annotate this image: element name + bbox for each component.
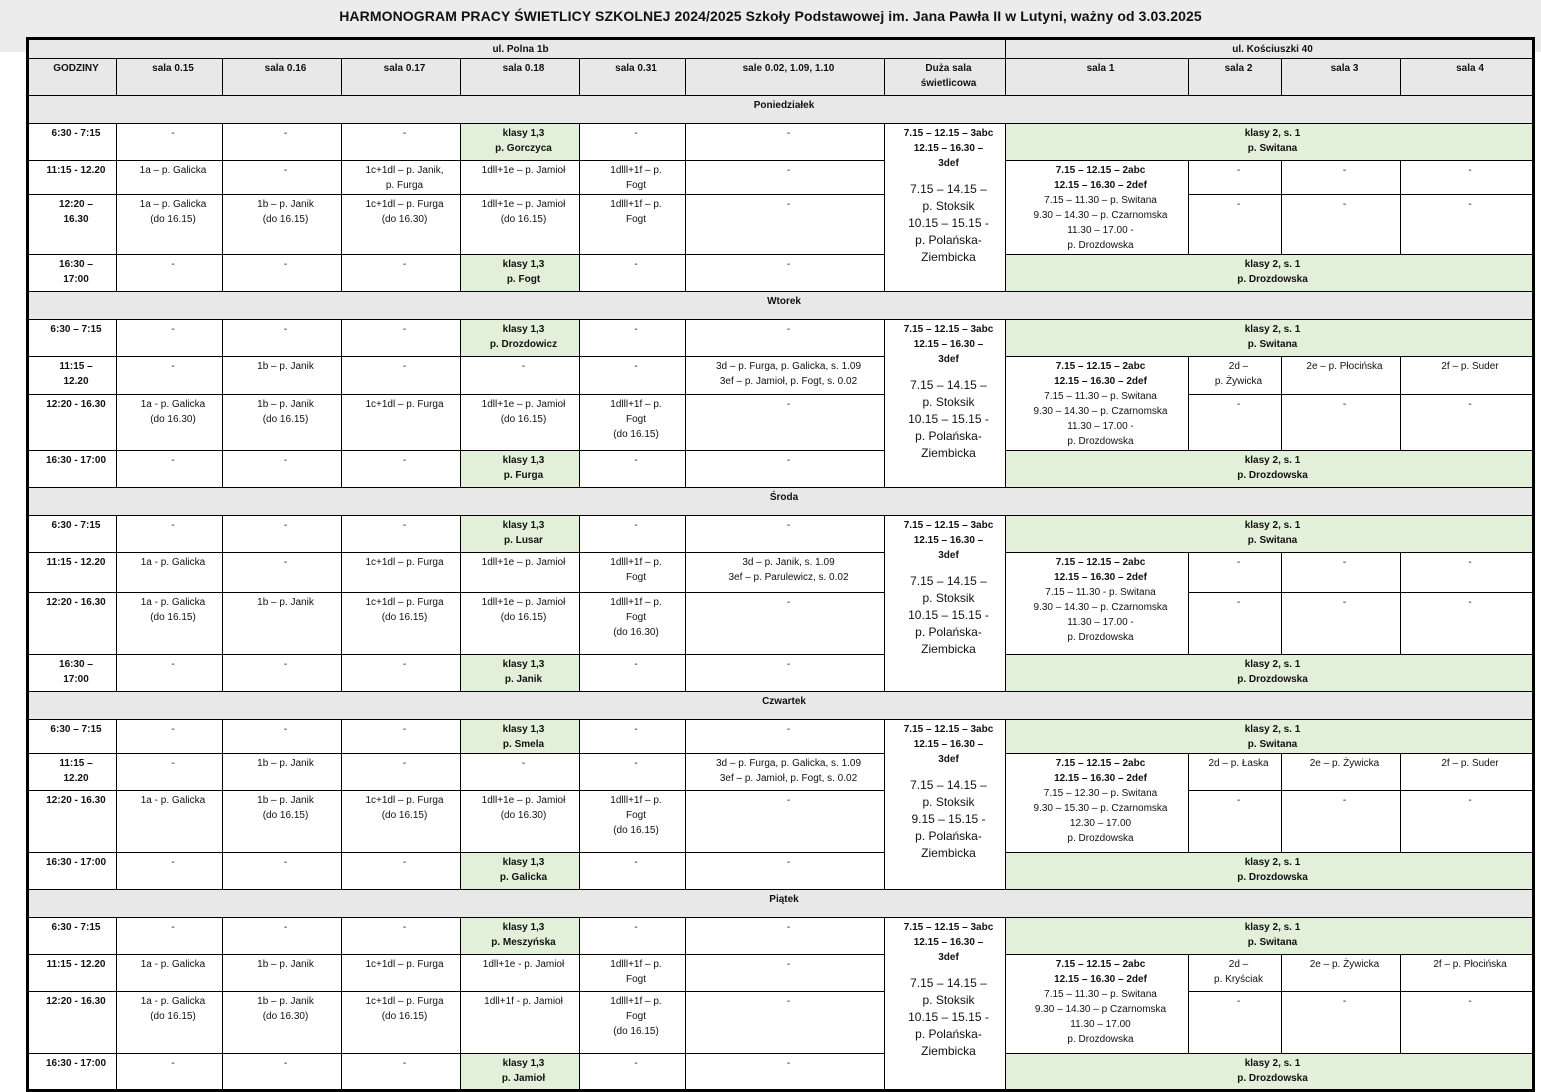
location-polna: ul. Polna 1b bbox=[28, 39, 1006, 59]
cell-sala-2: - bbox=[1189, 791, 1282, 853]
time-cell: 6:30 - 7:15 bbox=[28, 516, 117, 553]
duza-sala-classes: 7.15 – 12.15 – 3abc 12.15 – 16.30 – 3def bbox=[903, 128, 994, 169]
cell-sala-4: 2f – p. Suder bbox=[1401, 754, 1534, 791]
cell-sala-015: 1a - p. Galicka (do 16.30) bbox=[117, 395, 223, 451]
cell-sala-017: - bbox=[342, 655, 461, 692]
cell-sala-3: - bbox=[1282, 992, 1401, 1054]
cell-sala-015: 1a - p. Galicka (do 16.15) bbox=[117, 992, 223, 1054]
cell-sala-017: - bbox=[342, 124, 461, 161]
cell-sala-015: - bbox=[117, 754, 223, 791]
kosciuszki-morning-cell: klasy 2, s. 1 p. Switana bbox=[1006, 918, 1534, 955]
duza-sala-staff: 7.15 – 14.15 – p. Stoksik 10.15 – 15.15 - p. Polańska- Ziembicka bbox=[908, 378, 989, 460]
table-row bbox=[28, 593, 1534, 655]
sala-1-staff: 7.15 – 11.30 - p. Switana 9.30 – 14.30 – p. Czarnomska 11.30 – 17.00 - p. Drozdowska bbox=[1033, 587, 1168, 643]
cell-sala-3: 2e – p. Płocińska bbox=[1282, 357, 1401, 395]
table-row bbox=[28, 992, 1534, 1054]
cell-sala-031: - bbox=[580, 516, 686, 553]
cell-sala-017: - bbox=[342, 918, 461, 955]
day-name: Czwartek bbox=[28, 692, 1534, 720]
cell-sala-4: - bbox=[1401, 395, 1534, 451]
cell-sala-031: - bbox=[580, 451, 686, 488]
cell-sala-018: - bbox=[461, 357, 580, 395]
cell-sala-4: - bbox=[1401, 553, 1534, 593]
location-kosciuszki: ul. Kościuszki 40 bbox=[1006, 39, 1534, 59]
sala-1-cell bbox=[1006, 955, 1189, 1054]
cell-sala-018-klasy: klasy 1,3 p. Jamioł bbox=[461, 1054, 580, 1091]
cell-sale-002: 3d – p. Janik, s. 1.09 3ef – p. Parulewicz, s. 0.02 bbox=[686, 553, 885, 593]
col-header-sala-018: sala 0.18 bbox=[461, 59, 580, 96]
day-name: Piątek bbox=[28, 890, 1534, 918]
cell-sale-002: - bbox=[686, 791, 885, 853]
cell-sala-017: - bbox=[342, 853, 461, 890]
sala-1-cell bbox=[1006, 357, 1189, 451]
schedule-table bbox=[26, 37, 1535, 1092]
cell-sala-4: - bbox=[1401, 992, 1534, 1054]
duza-sala-staff: 7.15 – 14.15 – p. Stoksik 9.15 – 15.15 - p. Polańska- Ziembicka bbox=[910, 778, 987, 860]
kosciuszki-morning-cell: klasy 2, s. 1 p. Switana bbox=[1006, 720, 1534, 754]
time-cell: 11:15 – 12.20 bbox=[28, 357, 117, 395]
cell-sala-4: 2f – p. Płocińska bbox=[1401, 955, 1534, 992]
cell-sala-031: - bbox=[580, 655, 686, 692]
cell-sale-002: - bbox=[686, 451, 885, 488]
table-row bbox=[28, 516, 1534, 553]
cell-sala-017: - bbox=[342, 754, 461, 791]
cell-sala-015: 1a - p. Galicka bbox=[117, 791, 223, 853]
kosciuszki-evening-cell: klasy 2, s. 1 p. Drozdowska bbox=[1006, 451, 1534, 488]
cell-sala-016: - bbox=[223, 655, 342, 692]
location-header-row bbox=[28, 39, 1534, 59]
table-row bbox=[28, 853, 1534, 890]
day-header-row bbox=[28, 292, 1534, 320]
cell-sala-018: 1dll+1f - p. Jamioł bbox=[461, 992, 580, 1054]
cell-sale-002: - bbox=[686, 161, 885, 195]
day-header-row bbox=[28, 488, 1534, 516]
cell-sala-016: - bbox=[223, 553, 342, 593]
cell-sala-018: 1dll+1e – p. Jamioł (do 16.15) bbox=[461, 593, 580, 655]
cell-sala-016: - bbox=[223, 320, 342, 357]
time-cell: 6:30 - 7:15 bbox=[28, 124, 117, 161]
cell-sala-017: 1c+1dl – p. Furga (do 16.30) bbox=[342, 195, 461, 255]
cell-sale-002: - bbox=[686, 255, 885, 292]
cell-sala-016: 1b – p. Janik (do 16.30) bbox=[223, 992, 342, 1054]
time-cell: 16:30 - 17:00 bbox=[28, 853, 117, 890]
table-row bbox=[28, 451, 1534, 488]
cell-sala-031: 1dlll+1f – p. Fogt (do 16.30) bbox=[580, 593, 686, 655]
time-cell: 16:30 – 17:00 bbox=[28, 655, 117, 692]
cell-sala-4: - bbox=[1401, 593, 1534, 655]
sala-1-classes: 7.15 – 12.15 – 2abc 12.15 – 16.30 – 2def bbox=[1054, 959, 1147, 985]
cell-sala-4: 2f – p. Suder bbox=[1401, 357, 1534, 395]
kosciuszki-evening-cell: klasy 2, s. 1 p. Drozdowska bbox=[1006, 853, 1534, 890]
cell-sala-2: - bbox=[1189, 195, 1282, 255]
cell-sala-2: 2d – p. Kryściak bbox=[1189, 955, 1282, 992]
cell-sala-015: - bbox=[117, 516, 223, 553]
sala-1-staff: 7.15 – 11.30 – p. Switana 9.30 – 14.30 – p. Czarnomska 11.30 – 17.00 - p. Drozdowska bbox=[1033, 391, 1168, 447]
sala-1-cell bbox=[1006, 161, 1189, 255]
column-header-row bbox=[28, 59, 1534, 96]
cell-sale-002: - bbox=[686, 918, 885, 955]
kosciuszki-morning-cell: klasy 2, s. 1 p. Switana bbox=[1006, 320, 1534, 357]
cell-sale-002: - bbox=[686, 124, 885, 161]
col-header-sala-031: sala 0.31 bbox=[580, 59, 686, 96]
cell-sala-2: - bbox=[1189, 161, 1282, 195]
cell-sala-016: - bbox=[223, 451, 342, 488]
cell-sala-2: 2d – p. Żywicka bbox=[1189, 357, 1282, 395]
cell-sala-016: 1b – p. Janik bbox=[223, 593, 342, 655]
cell-sale-002: 3d – p. Furga, p. Galicka, s. 1.09 3ef – p. Jamioł, p. Fogt, s. 0.02 bbox=[686, 754, 885, 791]
col-header-sala-2: sala 2 bbox=[1189, 59, 1282, 96]
cell-sala-016: - bbox=[223, 720, 342, 754]
cell-sala-018: - bbox=[461, 754, 580, 791]
cell-sala-016: - bbox=[223, 124, 342, 161]
sala-1-cell bbox=[1006, 553, 1189, 655]
cell-sala-015: - bbox=[117, 655, 223, 692]
cell-sala-031: - bbox=[580, 255, 686, 292]
cell-sala-4: - bbox=[1401, 791, 1534, 853]
cell-sala-018-klasy: klasy 1,3 p. Fogt bbox=[461, 255, 580, 292]
cell-sale-002: - bbox=[686, 320, 885, 357]
cell-sala-016: 1b – p. Janik (do 16.15) bbox=[223, 791, 342, 853]
cell-sala-018-klasy: klasy 1,3 p. Galicka bbox=[461, 853, 580, 890]
cell-sale-002: - bbox=[686, 955, 885, 992]
sala-1-staff: 7.15 – 11.30 – p. Switana 9.30 – 14.30 – p. Czarnomska 11.30 – 17.00 - p. Drozdowska bbox=[1033, 195, 1168, 251]
day-name: Środa bbox=[28, 488, 1534, 516]
kosciuszki-evening-cell: klasy 2, s. 1 p. Drozdowska bbox=[1006, 1054, 1534, 1091]
cell-sala-015: 1a - p. Galicka bbox=[117, 955, 223, 992]
cell-sala-017: - bbox=[342, 516, 461, 553]
cell-sala-018-klasy: klasy 1,3 p. Janik bbox=[461, 655, 580, 692]
cell-sala-018-klasy: klasy 1,3 p. Smela bbox=[461, 720, 580, 754]
cell-sala-031: 1dlll+1f – p. Fogt bbox=[580, 955, 686, 992]
cell-sala-031: 1dlll+1f – p. Fogt (do 16.15) bbox=[580, 395, 686, 451]
cell-sala-017: 1c+1dl – p. Furga (do 16.15) bbox=[342, 791, 461, 853]
kosciuszki-morning-cell: klasy 2, s. 1 p. Switana bbox=[1006, 516, 1534, 553]
sala-1-staff: 7.15 – 11.30 – p. Switana 9.30 – 14.30 – p Czarnomska 11.30 – 17.00 p. Drozdowska bbox=[1034, 989, 1167, 1045]
cell-sala-015: 1a – p. Galicka (do 16.15) bbox=[117, 195, 223, 255]
cell-sala-4: - bbox=[1401, 195, 1534, 255]
table-row bbox=[28, 955, 1534, 992]
col-header-sala-4: sala 4 bbox=[1401, 59, 1534, 96]
cell-sala-031: - bbox=[580, 853, 686, 890]
duza-sala-classes: 7.15 – 12.15 – 3abc 12.15 – 16.30 – 3def bbox=[903, 520, 994, 561]
cell-sala-017: 1c+1dl – p. Furga (do 16.15) bbox=[342, 992, 461, 1054]
table-row bbox=[28, 395, 1534, 451]
cell-sala-2: - bbox=[1189, 395, 1282, 451]
cell-sala-031: - bbox=[580, 918, 686, 955]
cell-sala-017: 1c+1dl – p. Furga bbox=[342, 395, 461, 451]
duza-sala-cell bbox=[885, 516, 1006, 692]
col-header-duza-sala: Duża sala świetlicowa bbox=[885, 59, 1006, 96]
cell-sala-3: - bbox=[1282, 161, 1401, 195]
col-header-sala-1: sala 1 bbox=[1006, 59, 1189, 96]
day-header-row bbox=[28, 890, 1534, 918]
cell-sala-015: 1a - p. Galicka bbox=[117, 553, 223, 593]
cell-sala-018: 1dll+1e – p. Jamioł (do 16.15) bbox=[461, 195, 580, 255]
table-row bbox=[28, 553, 1534, 593]
sala-1-classes: 7.15 – 12.15 – 2abc 12.15 – 16.30 – 2def bbox=[1054, 361, 1147, 387]
cell-sale-002: - bbox=[686, 516, 885, 553]
duza-sala-staff: 7.15 – 14.15 – p. Stoksik 10.15 – 15.15 - p. Polańska- Ziembicka bbox=[908, 182, 989, 264]
day-header-row bbox=[28, 96, 1534, 124]
table-row bbox=[28, 255, 1534, 292]
duza-sala-cell bbox=[885, 918, 1006, 1091]
time-cell: 11:15 – 12.20 bbox=[28, 754, 117, 791]
cell-sala-031: 1dlll+1f – p. Fogt bbox=[580, 161, 686, 195]
duza-sala-classes: 7.15 – 12.15 – 3abc 12.15 – 16.30 – 3def bbox=[903, 724, 994, 765]
cell-sale-002: - bbox=[686, 853, 885, 890]
cell-sala-016: 1b – p. Janik (do 16.15) bbox=[223, 195, 342, 255]
cell-sala-2: - bbox=[1189, 992, 1282, 1054]
table-row bbox=[28, 720, 1534, 754]
cell-sala-016: 1b – p. Janik (do 16.15) bbox=[223, 395, 342, 451]
cell-sala-016: - bbox=[223, 1054, 342, 1091]
cell-sala-031: 1dlll+1f – p. Fogt (do 16.15) bbox=[580, 791, 686, 853]
cell-sala-017: - bbox=[342, 320, 461, 357]
cell-sala-031: - bbox=[580, 320, 686, 357]
col-header-sala-3: sala 3 bbox=[1282, 59, 1401, 96]
time-cell: 12:20 - 16.30 bbox=[28, 593, 117, 655]
time-cell: 16:30 - 17:00 bbox=[28, 451, 117, 488]
col-header-sala-017: sala 0.17 bbox=[342, 59, 461, 96]
cell-sala-031: 1dlll+1f – p. Fogt bbox=[580, 553, 686, 593]
cell-sala-015: - bbox=[117, 918, 223, 955]
cell-sala-016: 1b – p. Janik bbox=[223, 955, 342, 992]
cell-sala-031: - bbox=[580, 1054, 686, 1091]
cell-sala-015: - bbox=[117, 451, 223, 488]
cell-sala-018: 1dll+1e - p. Jamioł bbox=[461, 955, 580, 992]
table-row bbox=[28, 124, 1534, 161]
cell-sala-031: - bbox=[580, 720, 686, 754]
cell-sala-3: - bbox=[1282, 791, 1401, 853]
cell-sala-015: - bbox=[117, 720, 223, 754]
cell-sala-018-klasy: klasy 1,3 p. Lusar bbox=[461, 516, 580, 553]
sala-1-cell bbox=[1006, 754, 1189, 853]
cell-sala-018: 1dll+1e – p. Jamioł bbox=[461, 553, 580, 593]
table-row bbox=[28, 161, 1534, 195]
cell-sala-017: 1c+1dl – p. Furga bbox=[342, 553, 461, 593]
col-header-godziny: GODZINY bbox=[28, 59, 117, 96]
cell-sala-3: - bbox=[1282, 195, 1401, 255]
duza-sala-cell bbox=[885, 720, 1006, 890]
cell-sala-018-klasy: klasy 1,3 p. Drozdowicz bbox=[461, 320, 580, 357]
schedule-body bbox=[28, 39, 1534, 1091]
time-cell: 11:15 - 12.20 bbox=[28, 553, 117, 593]
time-cell: 6:30 – 7:15 bbox=[28, 720, 117, 754]
cell-sale-002: 3d – p. Furga, p. Galicka, s. 1.09 3ef – p. Jamioł, p. Fogt, s. 0.02 bbox=[686, 357, 885, 395]
cell-sala-017: - bbox=[342, 1054, 461, 1091]
cell-sala-018: 1dll+1e – p. Jamioł (do 16.15) bbox=[461, 395, 580, 451]
day-name: Poniedziałek bbox=[28, 96, 1534, 124]
cell-sala-015: - bbox=[117, 853, 223, 890]
sala-1-staff: 7.15 – 12.30 – p. Switana 9.30 – 15.30 – p. Czarnomska 12.30 – 17.00 p. Drozdowska bbox=[1033, 788, 1168, 844]
cell-sala-015: 1a - p. Galicka (do 16.15) bbox=[117, 593, 223, 655]
cell-sala-2: 2d – p. Łaska bbox=[1189, 754, 1282, 791]
cell-sala-031: - bbox=[580, 357, 686, 395]
cell-sala-3: - bbox=[1282, 395, 1401, 451]
page-title: HARMONOGRAM PRACY ŚWIETLICY SZKOLNEJ 2024/2025 Szkoły Podstawowej im. Jana Pawła II w Lutyni, ważny od 3.03.2025 bbox=[339, 8, 1202, 24]
time-cell: 12:20 - 16.30 bbox=[28, 395, 117, 451]
cell-sala-016: - bbox=[223, 516, 342, 553]
duza-sala-cell bbox=[885, 124, 1006, 292]
cell-sala-017: - bbox=[342, 255, 461, 292]
table-row bbox=[28, 655, 1534, 692]
kosciuszki-morning-cell: klasy 2, s. 1 p. Switana bbox=[1006, 124, 1534, 161]
cell-sala-031: - bbox=[580, 754, 686, 791]
cell-sala-016: - bbox=[223, 853, 342, 890]
table-row bbox=[28, 754, 1534, 791]
table-row bbox=[28, 918, 1534, 955]
cell-sala-031: 1dlll+1f – p. Fogt (do 16.15) bbox=[580, 992, 686, 1054]
cell-sala-018-klasy: klasy 1,3 p. Gorczyca bbox=[461, 124, 580, 161]
kosciuszki-evening-cell: klasy 2, s. 1 p. Drozdowska bbox=[1006, 655, 1534, 692]
time-cell: 12:20 – 16.30 bbox=[28, 195, 117, 255]
cell-sala-017: - bbox=[342, 357, 461, 395]
sala-1-classes: 7.15 – 12.15 – 2abc 12.15 – 16.30 – 2def bbox=[1054, 165, 1147, 191]
day-name: Wtorek bbox=[28, 292, 1534, 320]
table-row bbox=[28, 357, 1534, 395]
cell-sala-016: 1b – p. Janik bbox=[223, 754, 342, 791]
cell-sala-017: 1c+1dl – p. Furga (do 16.15) bbox=[342, 593, 461, 655]
time-cell: 16:30 - 17:00 bbox=[28, 1054, 117, 1091]
cell-sale-002: - bbox=[686, 395, 885, 451]
kosciuszki-evening-cell: klasy 2, s. 1 p. Drozdowska bbox=[1006, 255, 1534, 292]
cell-sala-015: 1a – p. Galicka bbox=[117, 161, 223, 195]
cell-sala-015: - bbox=[117, 320, 223, 357]
time-cell: 6:30 - 7:15 bbox=[28, 918, 117, 955]
cell-sale-002: - bbox=[686, 655, 885, 692]
cell-sala-018-klasy: klasy 1,3 p. Meszyńska bbox=[461, 918, 580, 955]
cell-sala-017: 1c+1dl – p. Furga bbox=[342, 955, 461, 992]
duza-sala-classes: 7.15 – 12.15 – 3abc 12.15 – 16.30 – 3def bbox=[903, 922, 994, 963]
time-cell: 11:15 - 12.20 bbox=[28, 955, 117, 992]
cell-sala-031: 1dlll+1f – p. Fogt bbox=[580, 195, 686, 255]
time-cell: 11:15 - 12.20 bbox=[28, 161, 117, 195]
cell-sala-017: 1c+1dl – p. Janik, p. Furga bbox=[342, 161, 461, 195]
day-header-row bbox=[28, 692, 1534, 720]
sala-1-classes: 7.15 – 12.15 – 2abc 12.15 – 16.30 – 2def bbox=[1054, 557, 1147, 583]
cell-sala-016: - bbox=[223, 255, 342, 292]
cell-sala-016: 1b – p. Janik bbox=[223, 357, 342, 395]
table-row bbox=[28, 1054, 1534, 1091]
cell-sala-016: - bbox=[223, 161, 342, 195]
cell-sala-018: 1dll+1e – p. Jamioł bbox=[461, 161, 580, 195]
col-header-sala-015: sala 0.15 bbox=[117, 59, 223, 96]
cell-sala-017: - bbox=[342, 451, 461, 488]
cell-sala-015: - bbox=[117, 255, 223, 292]
cell-sale-002: - bbox=[686, 195, 885, 255]
cell-sala-015: - bbox=[117, 357, 223, 395]
cell-sala-018: 1dll+1e – p. Jamioł (do 16.30) bbox=[461, 791, 580, 853]
col-header-sale-002: sale 0.02, 1.09, 1.10 bbox=[686, 59, 885, 96]
time-cell: 12:20 - 16.30 bbox=[28, 992, 117, 1054]
cell-sala-4: - bbox=[1401, 161, 1534, 195]
cell-sala-2: - bbox=[1189, 593, 1282, 655]
table-row bbox=[28, 320, 1534, 357]
cell-sale-002: - bbox=[686, 992, 885, 1054]
duza-sala-staff: 7.15 – 14.15 – p. Stoksik 10.15 – 15.15 - p. Polańska- Ziembicka bbox=[908, 976, 989, 1058]
sala-1-classes: 7.15 – 12.15 – 2abc 12.15 – 16.30 – 2def bbox=[1054, 758, 1147, 784]
duza-sala-staff: 7.15 – 14.15 – p. Stoksik 10.15 – 15.15 - p. Polańska- Ziembicka bbox=[908, 574, 989, 656]
time-cell: 6:30 – 7:15 bbox=[28, 320, 117, 357]
cell-sala-031: - bbox=[580, 124, 686, 161]
duza-sala-cell bbox=[885, 320, 1006, 488]
cell-sale-002: - bbox=[686, 720, 885, 754]
cell-sale-002: - bbox=[686, 593, 885, 655]
time-cell: 12:20 - 16.30 bbox=[28, 791, 117, 853]
cell-sala-3: - bbox=[1282, 553, 1401, 593]
cell-sala-3: 2e – p. Żywicka bbox=[1282, 955, 1401, 992]
cell-sala-2: - bbox=[1189, 553, 1282, 593]
cell-sala-016: - bbox=[223, 918, 342, 955]
time-cell: 16:30 – 17:00 bbox=[28, 255, 117, 292]
cell-sale-002: - bbox=[686, 1054, 885, 1091]
cell-sala-015: - bbox=[117, 1054, 223, 1091]
col-header-sala-016: sala 0.16 bbox=[223, 59, 342, 96]
cell-sala-018-klasy: klasy 1,3 p. Furga bbox=[461, 451, 580, 488]
cell-sala-015: - bbox=[117, 124, 223, 161]
table-row bbox=[28, 791, 1534, 853]
duza-sala-classes: 7.15 – 12.15 – 3abc 12.15 – 16.30 – 3def bbox=[903, 324, 994, 365]
cell-sala-3: - bbox=[1282, 593, 1401, 655]
cell-sala-3: 2e – p. Żywicka bbox=[1282, 754, 1401, 791]
table-row bbox=[28, 195, 1534, 255]
cell-sala-017: - bbox=[342, 720, 461, 754]
